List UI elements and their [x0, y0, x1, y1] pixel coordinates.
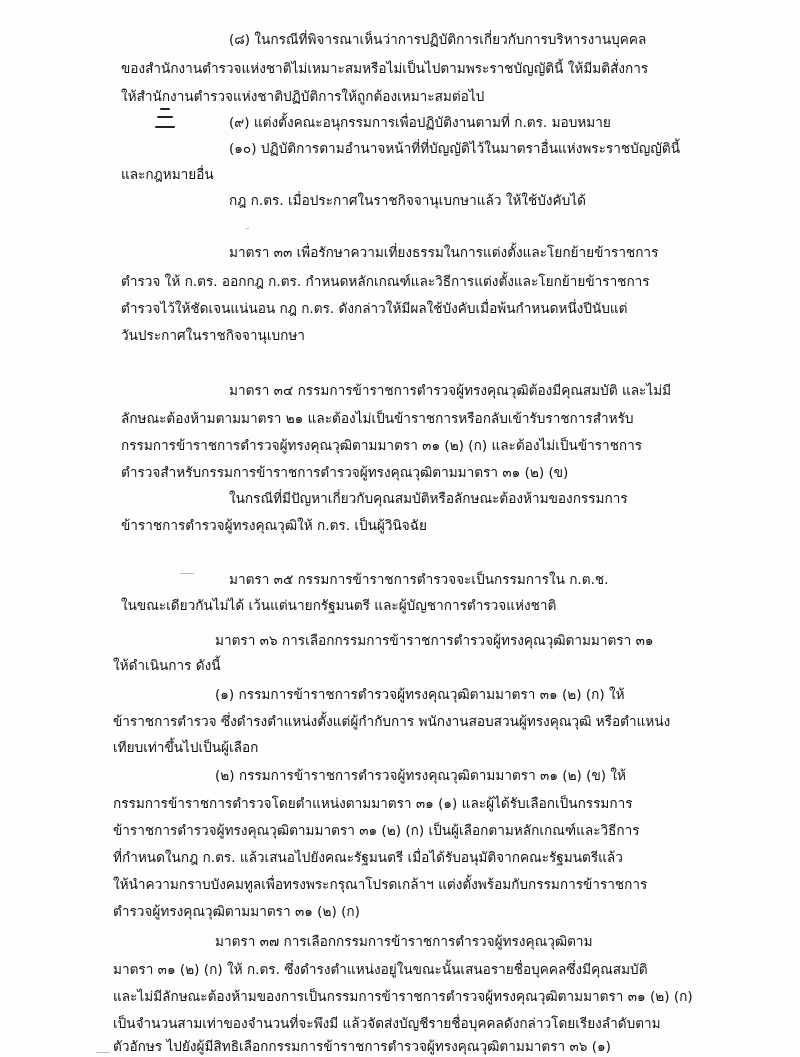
text-line: ข้าราชการตำรวจ ซึ่งดำรงตำแหน่งตั้งแต่ผู้กำกับการ พนักงานสอบสวนผู้ทรงคุณวุฒิ หรือตำแหน่ง	[113, 714, 671, 730]
text-line: และกฎหมายอื่น	[121, 167, 214, 183]
text-line: เทียบเท่าขึ้นไปเป็นผู้เลือก	[113, 740, 259, 756]
handwritten-margin-mark	[154, 104, 176, 134]
text-line: ของสำนักงานตำรวจแห่งชาติไม่เหมาะสมหรือไม่เป็นไปตามพระราชบัญญัตินี้ ให้มีมติสั่งการ	[121, 61, 649, 77]
text-line: มาตรา ๓๖ การเลือกกรรมการข้าราชการตำรวจผู้ทรงคุณวุฒิตามมาตรา ๓๑	[215, 633, 654, 649]
text-line: ตำรวจสำหรับกรรมการข้าราชการตำรวจผู้ทรงคุณวุฒิตามมาตรา ๓๑ (๒) (ข)	[121, 465, 569, 481]
text-line: เป็นจำนวนสามเท่าของจำนวนที่จะพึงมี แล้วจัดส่งบัญชีรายชื่อบุคคลดังกล่าวโดยเรียงลำดับตาม	[113, 1016, 661, 1032]
text-line: ตำรวจผู้ทรงคุณวุฒิตามมาตรา ๓๑ (๒) (ก)	[113, 904, 360, 920]
text-line: ข้าราชการตำรวจผู้ทรงคุณวุฒิให้ ก.ตร. เป็นผู้วินิจฉัย	[121, 518, 427, 534]
text-line: กรรมการข้าราชการตำรวจโดยตำแหน่งตามมาตรา ๓๑ (๑) และผู้ได้รับเลือกเป็นกรรมการ	[113, 796, 633, 812]
text-line: ในกรณีที่มีปัญหาเกี่ยวกับคุณสมบัติหรือลักษณะต้องห้ามของกรรมการ	[229, 491, 628, 507]
text-line: (๒) กรรมการข้าราชการตำรวจผู้ทรงคุณวุฒิตามมาตรา ๓๑ (๒) (ข) ให้	[215, 768, 626, 784]
scan-speck	[180, 573, 194, 574]
text-line: ให้ดำเนินการ ดังนี้	[113, 658, 221, 674]
text-line: ให้นำความกราบบังคมทูลเพื่อทรงพระกรุณาโปรดเกล้าฯ แต่งตั้งพร้อมกับกรรมการข้าราชการ	[113, 877, 648, 893]
text-line: ในขณะเดียวกันไม่ได้ เว้นแต่นายกรัฐมนตรี และผู้บัญชาการตำรวจแห่งชาติ	[121, 598, 557, 614]
text-line: (๑๐) ปฏิบัติการตามอำนาจหน้าที่ที่บัญญัติไว้ในมาตราอื่นแห่งพระราชบัญญัตินี้	[229, 141, 680, 157]
text-line: ข้าราชการตำรวจผู้ทรงคุณวุฒิตามมาตรา ๓๑ (๒) (ก) เป็นผู้เลือกตามหลักเกณฑ์และวิธีการ	[113, 823, 640, 839]
text-line: และไม่มีลักษณะต้องห้ามของการเป็นกรรมการข้าราชการตำรวจผู้ทรงคุณวุฒิตามมาตรา ๓๑ (๒) (ก)	[113, 989, 693, 1005]
text-line: กรรมการข้าราชการตำรวจผู้ทรงคุณวุฒิตามมาตรา ๓๑ (๒) (ก) และต้องไม่เป็นข้าราชการ	[121, 438, 643, 454]
text-line: ตำรวจ ให้ ก.ตร. ออกกฎ ก.ตร. กำหนดหลักเกณฑ์และวิธีการแต่งตั้งและโยกย้ายข้าราชการ	[121, 274, 650, 290]
text-line: ให้สำนักงานตำรวจแห่งชาติปฏิบัติการให้ถูกต้องเหมาะสมต่อไป	[121, 89, 485, 105]
text-line: มาตรา ๓๗ การเลือกกรรมการข้าราชการตำรวจผู้ทรงคุณวุฒิตาม	[215, 934, 593, 950]
scan-speck	[246, 228, 249, 229]
text-line: มาตรา ๓๕ กรรมการข้าราชการตำรวจจะเป็นกรรมการใน ก.ต.ช.	[229, 572, 609, 588]
text-line: มาตรา ๓๑ (๒) (ก) ให้ ก.ตร. ซึ่งดำรงตำแหน่งอยู่ในขณะนั้นเสนอรายชื่อบุคคลซึ่งมีคุณสมบัติ	[113, 962, 648, 978]
text-line: (๑) กรรมการข้าราชการตำรวจผู้ทรงคุณวุฒิตามมาตรา ๓๑ (๒) (ก) ให้	[215, 687, 625, 703]
text-line: ลักษณะต้องห้ามตามมาตรา ๒๑ และต้องไม่เป็นข้าราชการหรือกลับเข้ารับราชการสำหรับ	[121, 411, 634, 427]
text-line: มาตรา ๓๓ เพื่อรักษาความเที่ยงธรรมในการแต่งตั้งและโยกย้ายข้าราชการ	[229, 245, 659, 261]
text-line: (๘) ในกรณีที่พิจารณาเห็นว่าการปฏิบัติการเกี่ยวกับการบริหารงานบุคคล	[229, 32, 647, 48]
text-line: ตัวอักษร ไปยังผู้มีสิทธิเลือกกรรมการข้าราชการตำรวจผู้ทรงคุณวุฒิตามมาตรา ๓๖ (๑)	[113, 1039, 611, 1055]
text-line: ตำรวจไว้ให้ชัดเจนแน่นอน กฎ ก.ตร. ดังกล่าวให้มีผลใช้บังคับเมื่อพ้นกำหนดหนึ่งปีนับแต่	[121, 301, 628, 317]
text-line: ที่กำหนดในกฎ ก.ตร. แล้วเสนอไปยังคณะรัฐมนตรี เมื่อได้รับอนุมัติจากคณะรัฐมนตรีแล้ว	[113, 850, 623, 866]
text-line: มาตรา ๓๔ กรรมการข้าราชการตำรวจผู้ทรงคุณวุฒิต้องมีคุณสมบัติ และไม่มี	[229, 383, 672, 399]
scan-speck	[96, 1052, 110, 1053]
text-line: กฎ ก.ตร. เมื่อประกาศในราชกิจจานุเบกษาแล้ว ให้ใช้บังคับได้	[229, 193, 586, 209]
text-line: (๙) แต่งตั้งคณะอนุกรรมการเพื่อปฏิบัติงานตามที่ ก.ตร. มอบหมาย	[229, 115, 611, 131]
text-line: วันประกาศในราชกิจจานุเบกษา	[121, 328, 305, 344]
